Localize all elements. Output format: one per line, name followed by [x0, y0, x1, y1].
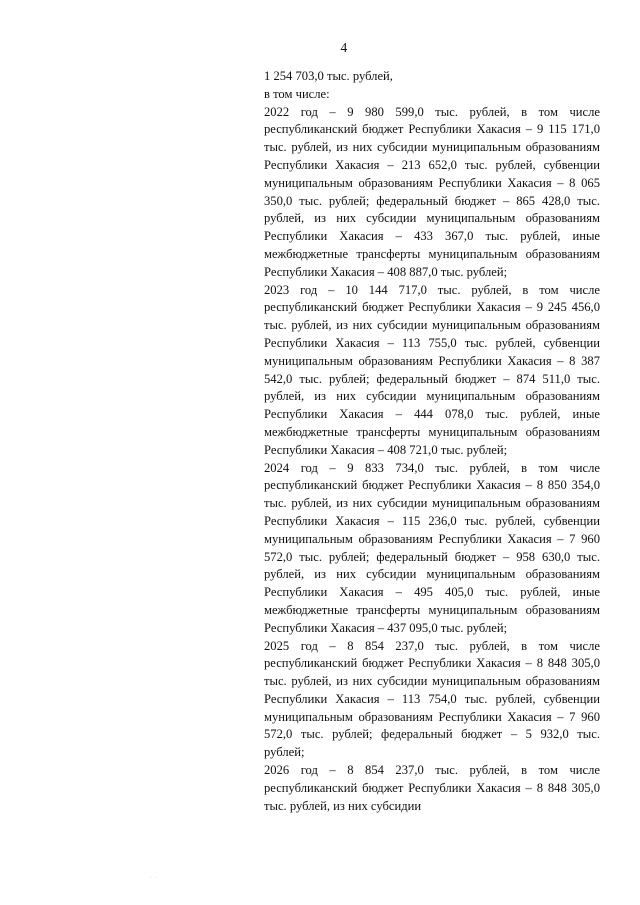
paragraph-total-amount: 1 254 703,0 тыс. рублей, — [264, 69, 393, 83]
document-body — [264, 68, 600, 815]
page-number: 4 — [340, 40, 348, 55]
paragraph-year-2024: 2024 год – 9 833 734,0 тыс. рублей, в том числе республиканский бюджет Республики Хакасия – 8 850 354,0 тыс. рублей, из них субсидии муниципальным образованиям Республики Хакасия – 115 236,0 тыс. рублей, субвенции муниципальным образованиям Республики Хакасия – 7 960 572,0 тыс. рублей; федеральный бюджет – 958 630,0 тыс. рублей, из них субсидии муниципальным образованиям Республики Хакасия – 495 405,0 тыс. рублей, иные межбюджетные трансферты муниципальным образованиям Республики Хакасия – 437 095,0 тыс. рублей; — [264, 460, 600, 635]
paragraph-year-2026: 2026 год – 8 854 237,0 тыс. рублей, в том числе республиканский бюджет Республики Хакасия – 8 848 305,0 тыс. рублей, из них субсидии — [264, 763, 600, 813]
paragraph-year-2023: 2023 год – 10 144 717,0 тыс. рублей, в том числе республиканский бюджет Республики Хакасия – 9 245 456,0 тыс. рублей, из них субсидии муниципальным образованиям Республики Хакасия – 113 755,0 тыс. рублей, субвенции муниципальным образованиям Республики Хакасия – 8 387 542,0 тыс. рублей; федеральный бюджет – 874 511,0 тыс. рублей, из них субсидии муниципальным образованиям Республики Хакасия – 444 078,0 тыс. рублей, иные межбюджетные трансферты муниципальным образованиям Республики Хакасия – 408 721,0 тыс. рублей; — [264, 282, 600, 457]
paragraph-year-2025: 2025 год – 8 854 237,0 тыс. рублей, в том числе республиканский бюджет Республики Хакасия – 8 848 305,0 тыс. рублей, из них субсидии муниципальным образованиям Республики Хакасия – 113 754,0 тыс. рублей, субвенции муниципальным образованиям Республики Хакасия – 7 960 572,0 тыс. рублей; федеральный бюджет – 5 932,0 тыс. рублей; — [264, 638, 600, 760]
paragraph-including: в том числе: — [264, 86, 330, 101]
scan-speck: · · — [150, 875, 159, 881]
paragraph-year-2022: 2022 год – 9 980 599,0 тыс. рублей, в том числе республиканский бюджет Республики Хакасия – 9 115 171,0 тыс. рублей, из них субсидии муниципальным образованиям Республики Хакасия – 213 652,0 тыс. рублей, субвенции муниципальным образованиям Республики Хакасия – 8 065 350,0 тыс. рублей; федеральный бюджет – 865 428,0 тыс. рублей, из них субсидии муниципальным образованиям Республики Хакасия – 433 367,0 тыс. рублей, иные межбюджетные трансферты муниципальным образованиям Республики Хакасия – 408 887,0 тыс. рублей; — [264, 104, 600, 279]
